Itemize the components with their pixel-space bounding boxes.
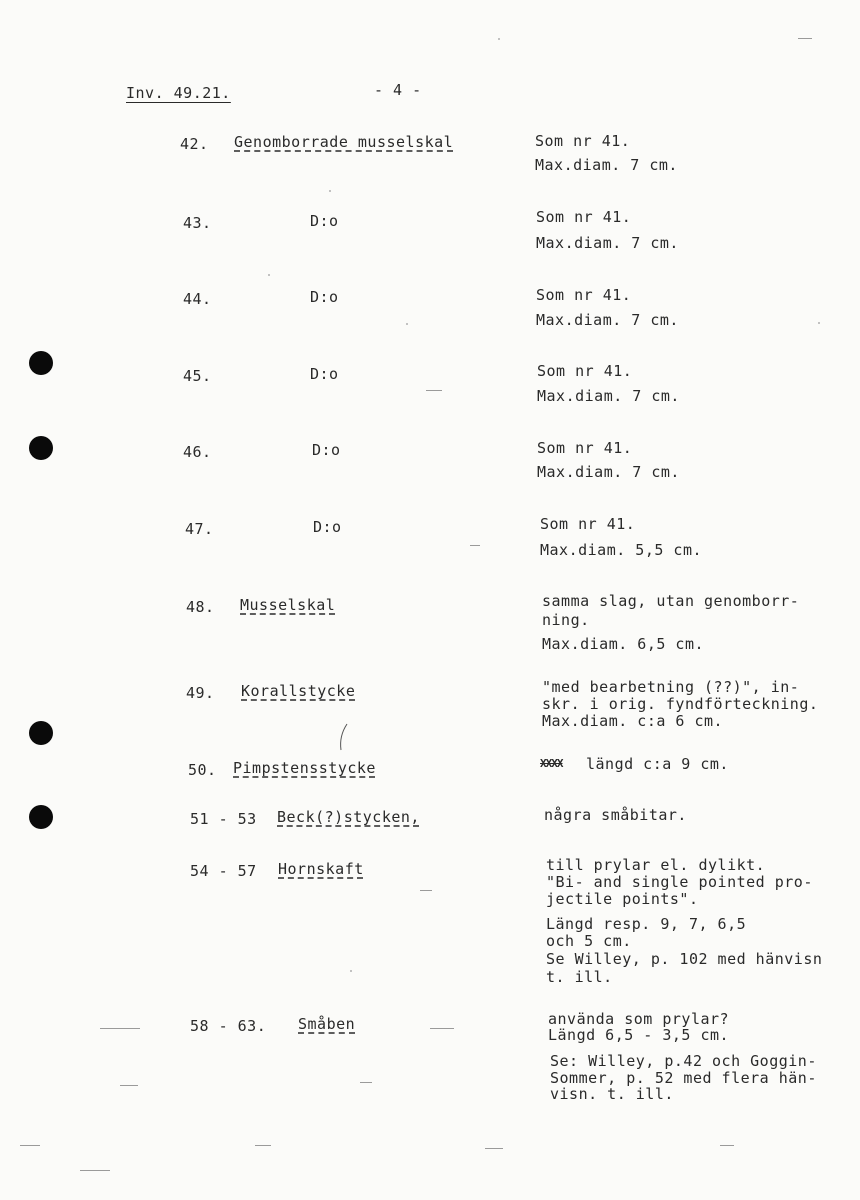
entry-number: 47. bbox=[185, 520, 214, 538]
entry-desc-line: Max.diam. c:a 6 cm. bbox=[542, 712, 724, 730]
stray-mark bbox=[818, 322, 820, 324]
entry-name: D:o bbox=[313, 518, 342, 536]
entry-desc-line: samma slag, utan genomborr- bbox=[542, 592, 800, 610]
entry-name: Korallstycke bbox=[241, 682, 356, 700]
entry-name: Småben bbox=[298, 1015, 356, 1033]
entry-number: 49. bbox=[186, 684, 215, 702]
entry-name: D:o bbox=[310, 365, 339, 383]
stray-mark bbox=[485, 1148, 503, 1149]
entry-desc-line: Se: Willey, p.42 och Goggin- bbox=[550, 1052, 817, 1070]
stray-mark bbox=[798, 38, 812, 39]
entry-number: 50. bbox=[188, 761, 217, 779]
entry-desc-line: ning. bbox=[542, 611, 590, 629]
stray-mark bbox=[426, 390, 442, 391]
punch-hole-2 bbox=[29, 436, 53, 460]
entry-number: 45. bbox=[183, 367, 212, 385]
page-number: - 4 - bbox=[374, 81, 422, 99]
stray-mark bbox=[420, 890, 432, 891]
stray-mark bbox=[268, 274, 270, 276]
stray-mark bbox=[470, 545, 480, 546]
stray-mark bbox=[498, 38, 500, 40]
punch-hole-4 bbox=[29, 805, 53, 829]
entry-desc-line: Max.diam. 7 cm. bbox=[536, 311, 679, 329]
entry-desc-line: Max.diam. 7 cm. bbox=[537, 463, 680, 481]
entry-desc-line: använda som prylar? bbox=[548, 1010, 730, 1028]
entry-desc-line: Max.diam. 7 cm. bbox=[535, 156, 678, 174]
entry-desc-line: och 5 cm. bbox=[546, 932, 632, 950]
punch-hole-3 bbox=[29, 721, 53, 745]
entry-number: 44. bbox=[183, 290, 212, 308]
entry-desc-line: skr. i orig. fyndförteckning. bbox=[542, 695, 819, 713]
entry-desc-line: visn. t. ill. bbox=[550, 1085, 674, 1103]
entry-number: 42. bbox=[180, 135, 209, 153]
stray-mark bbox=[360, 1082, 372, 1083]
entry-number: 48. bbox=[186, 598, 215, 616]
entry-number: 51 - 53 bbox=[190, 810, 257, 828]
entry-desc-line: längd c:a 9 cm. bbox=[586, 755, 729, 773]
entry-desc-line: Som nr 41. bbox=[537, 439, 633, 457]
pencil-mark bbox=[336, 722, 350, 752]
entry-desc-line: Längd 6,5 - 3,5 cm. bbox=[548, 1026, 730, 1044]
entry-name: Hornskaft bbox=[278, 860, 364, 878]
entry-name: D:o bbox=[312, 441, 341, 459]
entry-desc-line: Max.diam. 5,5 cm. bbox=[540, 541, 703, 559]
entry-name: D:o bbox=[310, 212, 339, 230]
entry-name: Genomborrade musselskal bbox=[234, 133, 454, 151]
stray-mark bbox=[430, 1028, 454, 1029]
entry-number: 54 - 57 bbox=[190, 862, 257, 880]
entry-desc-line: Som nr 41. bbox=[535, 132, 631, 150]
entry-name: Beck(?)stycken, bbox=[277, 808, 420, 826]
struck-out-text: XXXX bbox=[540, 757, 563, 770]
entry-desc-line: Max.diam. 7 cm. bbox=[536, 234, 679, 252]
entry-number: 43. bbox=[183, 214, 212, 232]
entry-desc-line: till prylar el. dylikt. bbox=[546, 856, 766, 874]
stray-mark bbox=[406, 323, 408, 325]
stray-mark bbox=[100, 1028, 140, 1029]
entry-desc-line: Sommer, p. 52 med flera hän- bbox=[550, 1069, 817, 1087]
entry-number: 46. bbox=[183, 443, 212, 461]
entry-desc-line: Se Willey, p. 102 med hänvisn bbox=[546, 950, 823, 968]
stray-mark bbox=[20, 1145, 40, 1146]
entry-desc-line: några småbitar. bbox=[544, 806, 687, 824]
entry-desc-line: Max.diam. 6,5 cm. bbox=[542, 635, 705, 653]
entry-number: 58 - 63. bbox=[190, 1017, 267, 1035]
entry-desc-line: t. ill. bbox=[546, 968, 613, 986]
entry-desc-line: "Bi- and single pointed pro- bbox=[546, 873, 813, 891]
stray-mark bbox=[329, 190, 331, 192]
entry-desc-line: Som nr 41. bbox=[537, 362, 633, 380]
entry-name: D:o bbox=[310, 288, 339, 306]
stray-mark bbox=[80, 1170, 110, 1171]
entry-desc-line: jectile points". bbox=[546, 890, 699, 908]
punch-hole-1 bbox=[29, 351, 53, 375]
entry-name: Musselskal bbox=[240, 596, 336, 614]
entry-desc-line: "med bearbetning (??)", in- bbox=[542, 678, 800, 696]
stray-mark bbox=[350, 970, 352, 972]
entry-desc-line: Längd resp. 9, 7, 6,5 bbox=[546, 915, 747, 933]
entry-name: Pimpstensstycke bbox=[233, 759, 376, 777]
stray-mark bbox=[120, 1085, 138, 1086]
entry-desc-line: Som nr 41. bbox=[536, 208, 632, 226]
stray-mark bbox=[720, 1145, 734, 1146]
entry-desc-line: Max.diam. 7 cm. bbox=[537, 387, 680, 405]
entry-desc-line: Som nr 41. bbox=[540, 515, 636, 533]
entry-desc-line: Som nr 41. bbox=[536, 286, 632, 304]
stray-mark bbox=[255, 1145, 271, 1146]
inventory-number: Inv. 49.21. bbox=[126, 84, 231, 102]
